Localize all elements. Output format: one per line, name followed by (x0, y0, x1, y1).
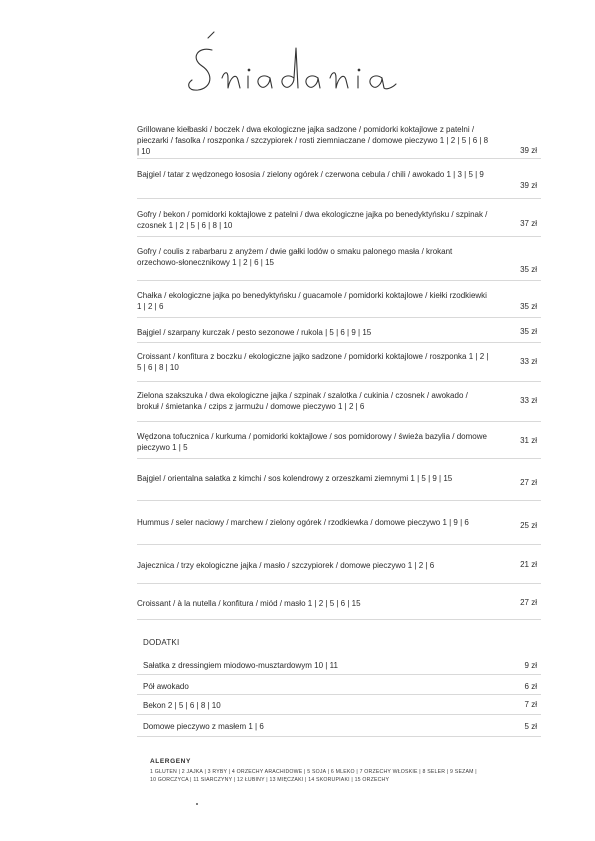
menu-item-price: 33 zł (520, 357, 537, 366)
menu-item-description: Bajgiel / orientalna sałatka z kimchi / sos kolendrowy z orzeszkami ziemnymi 1 | 5 | 9 | 15 (137, 474, 453, 483)
extras-item (137, 654, 541, 675)
menu-item (137, 237, 541, 281)
menu-item (137, 199, 541, 237)
extras-item-description: Sałatka z dressingiem miodowo-musztardowym 10 | 11 (143, 661, 338, 670)
menu-item (137, 343, 541, 382)
menu-item (137, 422, 541, 459)
menu-item-description: Hummus / seler naciowy / marchew / zielony ogórek / rzodkiewka / domowe pieczywo 1 | 9 | 6 (137, 518, 469, 527)
menu-item-price: 27 zł (520, 598, 537, 607)
extras-item-description: Pół awokado (143, 682, 189, 691)
menu-item-description: Jajecznica / trzy ekologiczne jajka / masło / szczypiorek / domowe pieczywo 1 | 2 | 6 (137, 561, 435, 570)
menu-item-description: Bajgiel / tatar z wędzonego łososia / zielony ogórek / czerwona cebula / chili / awokado 1 | 3 | 5 | 9 (137, 170, 484, 179)
menu-item (137, 545, 541, 584)
menu-item-description: Bajgiel / szarpany kurczak / pesto sezonowe / rukola | 5 | 6 | 9 | 15 (137, 328, 372, 337)
extras-item (137, 675, 541, 695)
menu-items-list (137, 112, 541, 620)
extras-item (137, 695, 541, 715)
extras-item-price: 9 zł (524, 661, 537, 670)
menu-item-description: Chałka / ekologiczne jajka po benedyktyńsku / guacamole / pomidorki koktajlowe / kiełki rzodkiewki 1 | 2 | 6 (137, 291, 487, 311)
extras-list (137, 654, 541, 737)
menu-item-description: Wędzona tofucznica / kurkuma / pomidorki koktajlowe / sos pomidorowy / świeża bazylia / domowe pieczywo 1 | 5 (137, 432, 487, 452)
menu-item-price: 35 zł (520, 327, 537, 336)
extras-item-price: 7 zł (524, 700, 537, 709)
extras-item-price: 6 zł (524, 682, 537, 691)
menu-item (137, 112, 541, 159)
menu-item-description: Zielona szakszuka / dwa ekologiczne jajka / szpinak / szalotka / cukinia / czosnek / awokado / brokuł / śmietanka / czips z jarmużu / domowe pieczywo 1 | 2 | 6 (137, 391, 468, 411)
allergens-line: 1 GLUTEN | 2 JAJKA | 3 RYBY | 4 ORZECHY ARACHIDOWE | 5 SOJA | 6 MLEKO | 7 ORZECHY WŁOSKIE | 8 SELER | 9 SEZAM | (150, 769, 477, 775)
extras-heading: DODATKI (143, 638, 180, 647)
extras-item-description: Domowe pieczywo z masłem 1 | 6 (143, 722, 264, 731)
menu-title (0, 28, 595, 108)
menu-item-price: 35 zł (520, 265, 537, 274)
extras-item-price: 5 zł (524, 722, 537, 731)
menu-item-price: 33 zł (520, 396, 537, 405)
menu-item-price: 35 zł (520, 302, 537, 311)
menu-item-price: 39 zł (520, 146, 537, 155)
menu-item (137, 584, 541, 620)
menu-item-description: Gofry / coulis z rabarbaru z anyżem / dwie gałki lodów o smaku palonego masła / krokant orzechowo-słonecznikowy 1 | 2 | 6 | 15 (137, 247, 453, 267)
menu-item-price: 21 zł (520, 560, 537, 569)
menu-item-description: Grillowane kiełbaski / boczek / dwa ekologiczne jajka sadzone / pomidorki koktajlowe z patelni / pieczarki / fasolka / roszponka / szczypiorek / rosti ziemniaczane / domowe pieczywo 1 | 2 | 5 | 6 | 8 | 10 (137, 125, 489, 156)
menu-item-description: Croissant / konfitura z boczku / ekologiczne jajko sadzone / pomidorki koktajlowe / roszponka 1 | 2 | 5 | 6 | 8 | 10 (137, 352, 489, 372)
menu-item (137, 159, 541, 199)
menu-item (137, 501, 541, 545)
menu-item-price: 37 zł (520, 219, 537, 228)
extras-item-description: Bekon 2 | 5 | 6 | 8 | 10 (143, 701, 221, 710)
menu-item-description: Gofry / bekon / pomidorki koktajlowe z patelni / dwa ekologiczne jajka po benedyktyńsku / szpinak / czosnek 1 | 2 | 5 | 6 | 8 | 10 (137, 210, 488, 230)
menu-item-price: 39 zł (520, 181, 537, 190)
allergens-line: 10 GORCZYCA | 11 SIARCZYNY | 12 ŁUBINY | 13 MIĘCZAKI | 14 SKORUPIAKI | 15 ORZECHY (150, 776, 390, 783)
menu-item-price: 27 zł (520, 478, 537, 487)
script-title-lettering (178, 28, 418, 108)
menu-item (137, 459, 541, 501)
menu-item (137, 318, 541, 343)
menu-item (137, 281, 541, 318)
menu-item-price: 25 zł (520, 521, 537, 530)
extras-item (137, 715, 541, 737)
menu-item-price: 31 zł (520, 436, 537, 445)
menu-item-description: Croissant / à la nutella / konfitura / miód / masło 1 | 2 | 5 | 6 | 15 (137, 599, 361, 608)
allergens-section (150, 758, 550, 784)
decorative-dot (196, 803, 198, 805)
allergens-heading: ALERGENY (150, 758, 191, 765)
menu-item (137, 382, 541, 422)
